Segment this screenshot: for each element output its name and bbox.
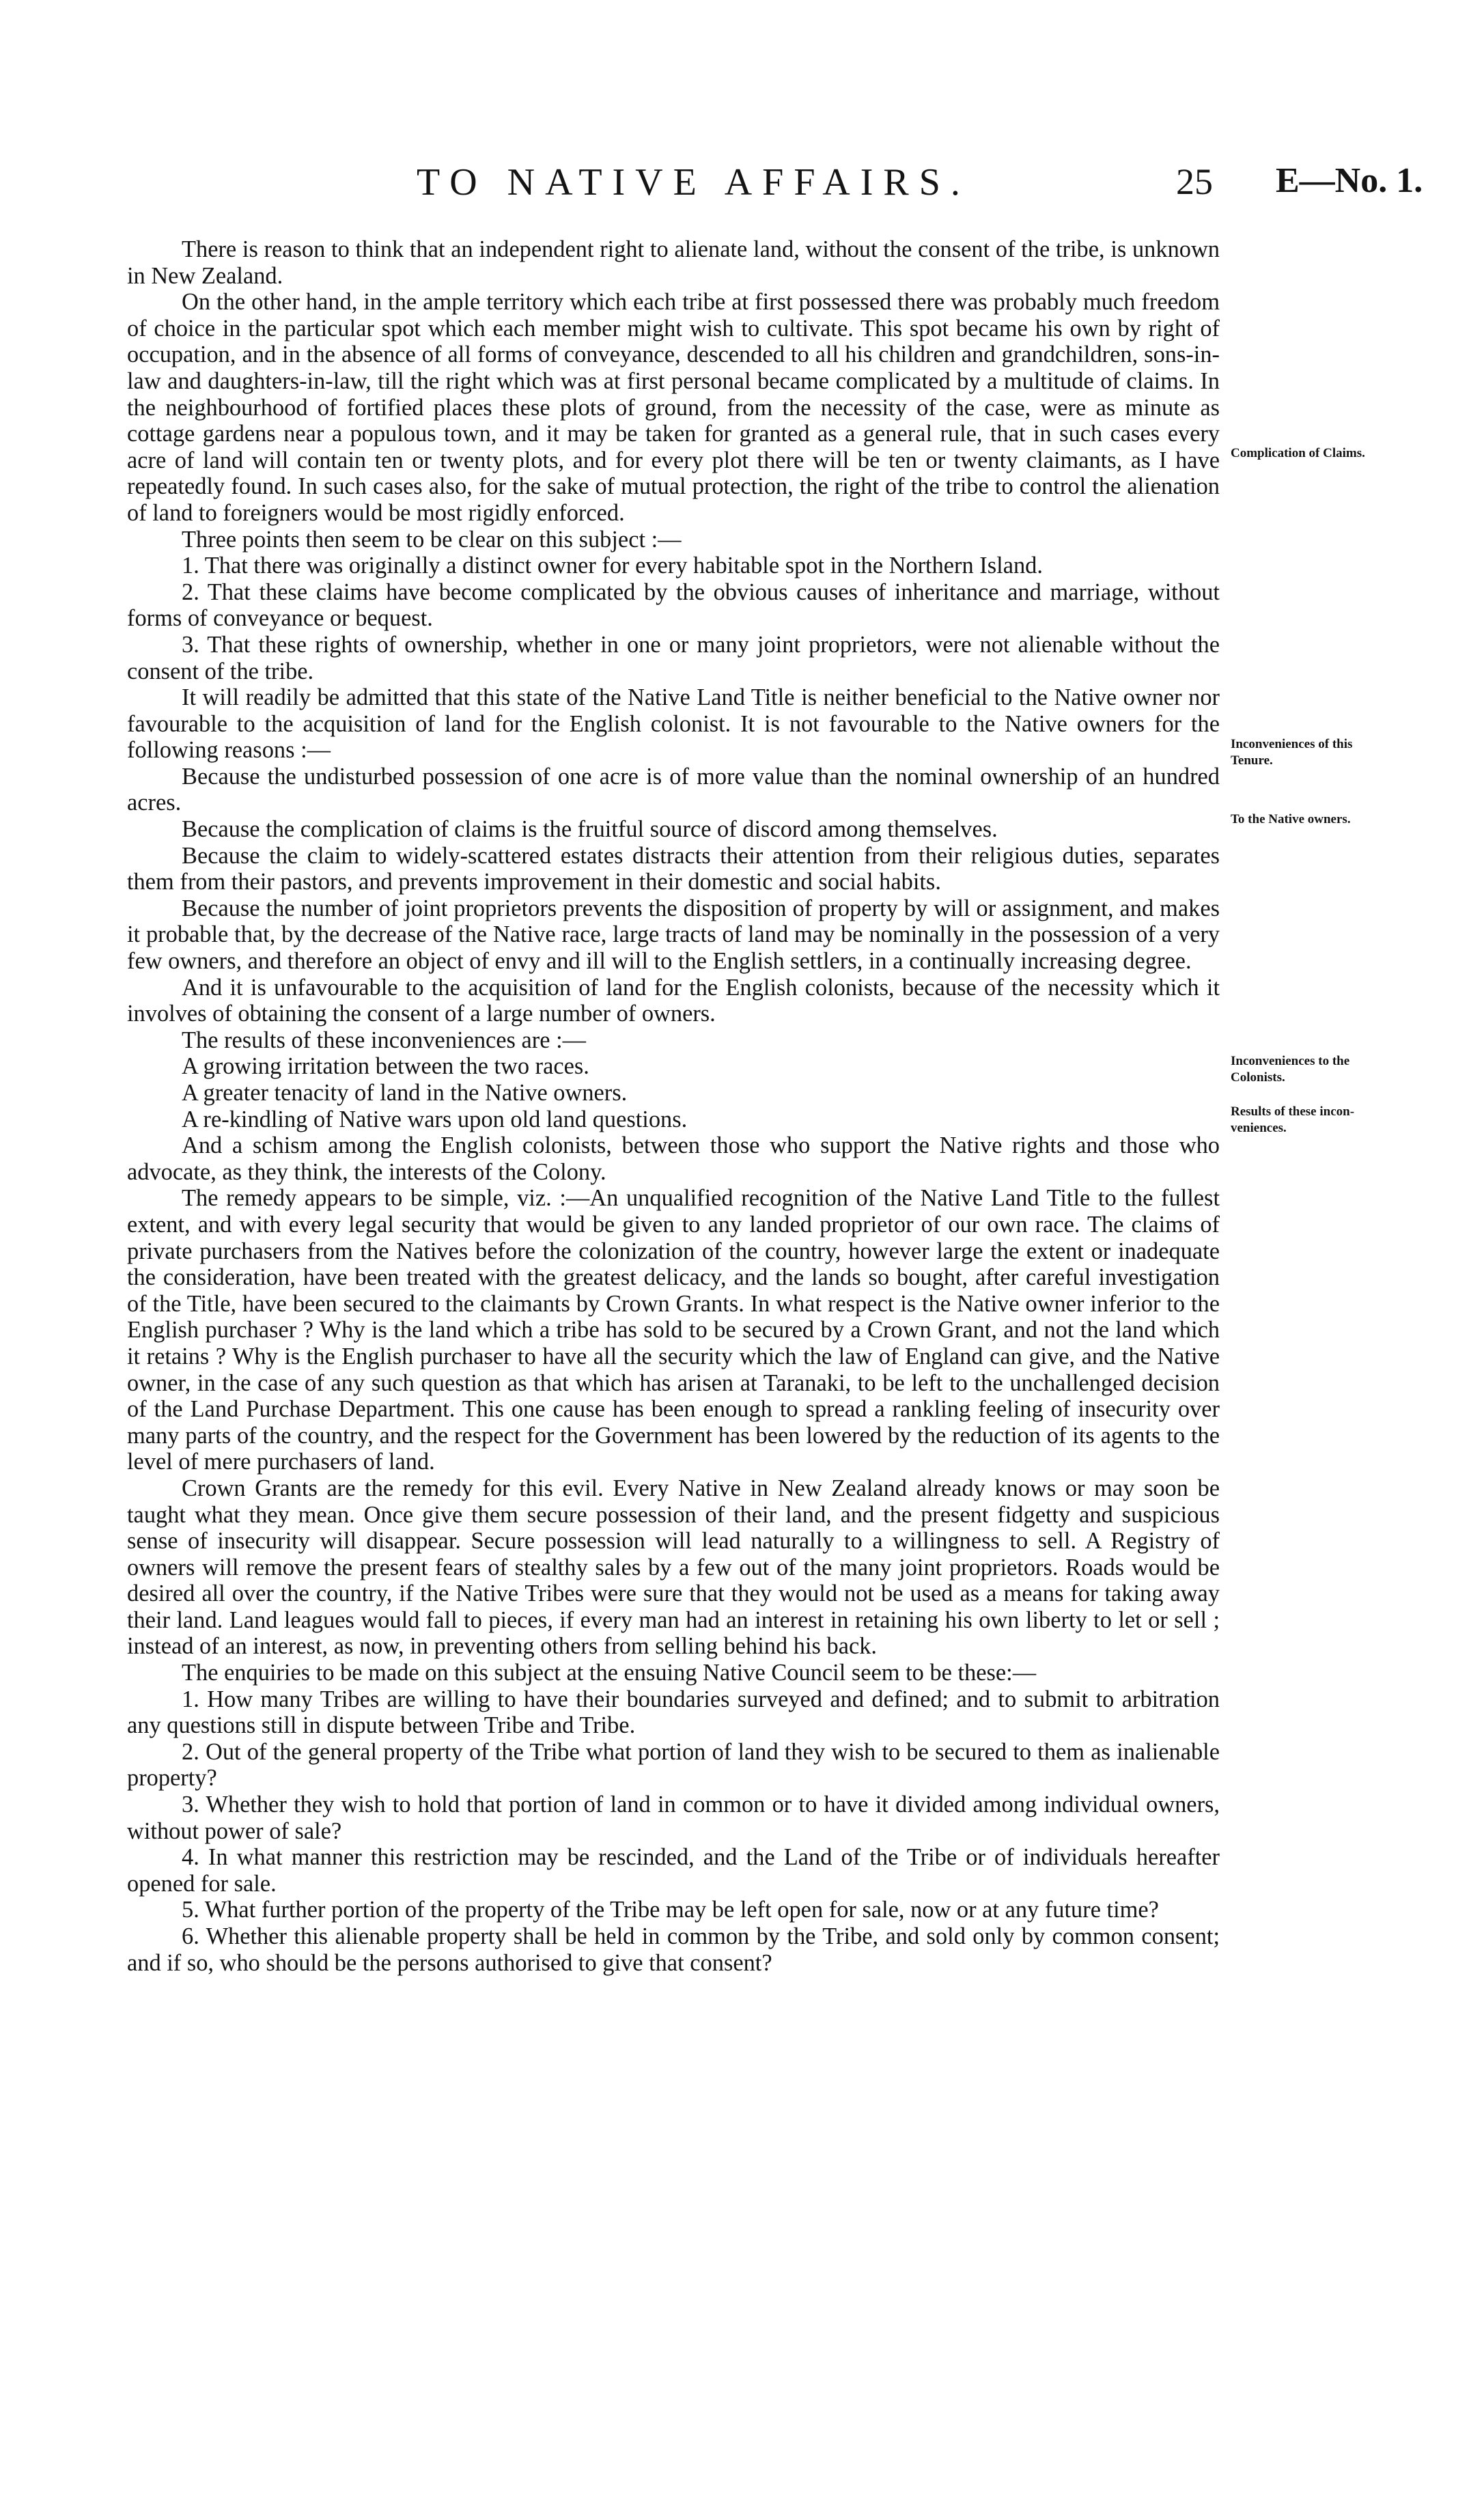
enquiry-item: 4. In what manner this restriction may be rescinded, and the Land of the Tribe or of individuals hereafter opened for sale. — [127, 1844, 1220, 1897]
reason-paragraph: Because the undisturbed possession of one acre is of more value than the nominal ownership of an hundred acres. — [127, 763, 1220, 816]
paragraph: Crown Grants are the remedy for this evil. Every Native in New Zealand already knows or may soon be taught what they mean. Once give them secure possession of their land, and the present fidgetty and suspicious sense of insecurity will disappear. Secure possession will lead naturally to a willingness to sell. A Registry of owners will remove the present fears of stealthy sales by a few out of the many joint proprietors. Roads would be desired all over the country, if the Native Tribes were sure that they would not be used as a means for taking away their land. Land leagues would fall to pieces, if every man had an interest in retaining his own liberty to let or sell ; instead of an interest, as now, in preventing others from selling behind his back. — [127, 1475, 1220, 1660]
enquiry-item: 1. How many Tribes are willing to have their boundaries surveyed and defined; and to submit to arbitration any questions still in dispute between Tribe and Tribe. — [127, 1686, 1220, 1739]
numbered-point: 3. That these rights of ownership, whether in one or many joint proprietors, were not alienable without the consent of the tribe. — [127, 631, 1220, 684]
paragraph: And it is unfavourable to the acquisition of land for the English colonists, because of the necessity which it involves of obtaining the consent of a large number of owners. — [127, 974, 1220, 1027]
paragraph: The enquiries to be made on this subject at the ensuing Native Council seem to be these:— — [182, 1660, 1037, 1686]
margin-note-inconveniences-of-tenure: Inconveniences of this Tenure. — [1231, 737, 1353, 768]
page-header — [0, 161, 1484, 215]
enquiry-item: 3. Whether they wish to hold that portion of land in common or to have it divided among individual owners, without power of sale? — [127, 1792, 1220, 1844]
page-number: 25 — [1176, 161, 1213, 202]
margin-note-complication-of-claims: Complication of Claims. — [1231, 446, 1365, 460]
paragraph: The remedy appears to be simple, viz. :—An unqualified recognition of the Native Land Title to the fullest extent, and with every legal security that would be given to any landed proprietor of our own race. The claims of private purchasers from the Natives before the colonization of the country, however large the extent or inadequate the consideration, have been treated with the greatest delicacy, and the lands so bought, after careful investigation of the Title, have been secured to the claimants by Crown Grants. In what respect is the Native owner inferior to the English purchaser ? Why is the land which a tribe has sold to be secured by a Crown Grant, and not the land which it retains ? Why is the English purchaser to have all the security which the law of England can give, and the Native owner, in the case of any such question as that which has arisen at Taranaki, to be left to the unchallenged decision of the Land Purchase Department. This one cause has been enough to spread a rankling feeling of insecurity over many parts of the country, and the respect for the Government has been lowered by the reduction of its agents to the level of mere purchasers of land. — [127, 1185, 1220, 1475]
paragraph: Three points then seem to be clear on this subject :— — [182, 526, 682, 553]
document-number: E—No. 1. — [1276, 161, 1423, 200]
reason-paragraph: Because the number of joint proprietors prevents the disposition of property by will or assignment, and makes it probable that, by the decrease of the Native race, large tracts of land may be nominally in the possession of a very few owners, and therefore an object of envy and ill will to the English settlers, in a continually increasing degree. — [127, 895, 1220, 975]
enquiry-item: 2. Out of the general property of the Tribe what portion of land they wish to be secured to them as inalienable property? — [127, 1738, 1220, 1792]
result-item: A growing irritation between the two races. — [182, 1053, 589, 1080]
reason-paragraph: Because the complication of claims is the fruitful source of discord among themselves. — [182, 816, 998, 843]
result-item: And a schism among the English colonists, between those who support the Native rights and those who advocate, as they think, the interests of the Colony. — [127, 1132, 1220, 1185]
numbered-point: 2. That these claims have become complicated by the obvious causes of inheritance and marriage, without forms of conveyance or bequest. — [127, 579, 1220, 632]
reason-paragraph: Because the claim to widely-scattered estates distracts their attention from their religious duties, separates them from their pastors, and prevents improvement in their domestic and social habits. — [127, 842, 1220, 895]
enquiry-item: 6. Whether this alienable property shall be held in common by the Tribe, and sold only by common consent; and if so, who should be the persons authorised to give that consent? — [127, 1923, 1220, 1976]
numbered-point: 1. That there was originally a distinct owner for every habitable spot in the Northern Island. — [182, 553, 1043, 579]
enquiry-item: 5. What further portion of the property of the Tribe may be left open for sale, now or at any future time? — [182, 1897, 1159, 1923]
body-text — [127, 236, 1220, 1976]
running-title: TO NATIVE AFFAIRS. — [417, 161, 970, 204]
paragraph: There is reason to think that an independent right to alienate land, without the consent of the tribe, is unknown in New Zealand. — [127, 236, 1220, 289]
result-item: A greater tenacity of land in the Native owners. — [182, 1080, 628, 1106]
margin-note-to-native-owners: To the Native owners. — [1231, 812, 1351, 826]
margin-note-results-of-inconveniences: Results of these incon- veniences. — [1231, 1104, 1355, 1135]
paragraph: The results of these inconveniences are :— — [182, 1027, 587, 1053]
paragraph: On the other hand, in the ample territory which each tribe at first possessed there was probably much freedom of choice in the particular spot which each member might wish to cultivate. This spot became his own by right of occupation, and in the absence of all forms of conveyance, descended to all his children and grandchildren, sons-in-law and daughters-in-law, till the right which was at first personal became complicated by a multitude of claims. In the neighbourhood of fortified places these plots of ground, from the necessity of the case, were as minute as cottage gardens near a populous town, and it may be taken for granted as a general rule, that in such cases every acre of land will contain ten or twenty plots, and for every plot there will be ten or twenty claimants, as I have repeatedly found. In such cases also, for the sake of mutual protection, the right of the tribe to control the alienation of land to foreigners would be most rigidly enforced. — [127, 289, 1220, 526]
result-item: A re-kindling of Native wars upon old land questions. — [182, 1106, 688, 1132]
margin-note-inconveniences-to-colonists: Inconveniences to the Colonists. — [1231, 1054, 1350, 1085]
paragraph: It will readily be admitted that this state of the Native Land Title is neither beneficial to the Native owner nor favourable to the acquisition of land for the English colonist. It is not favourable to the Native owners for the following reasons :— — [127, 684, 1220, 764]
